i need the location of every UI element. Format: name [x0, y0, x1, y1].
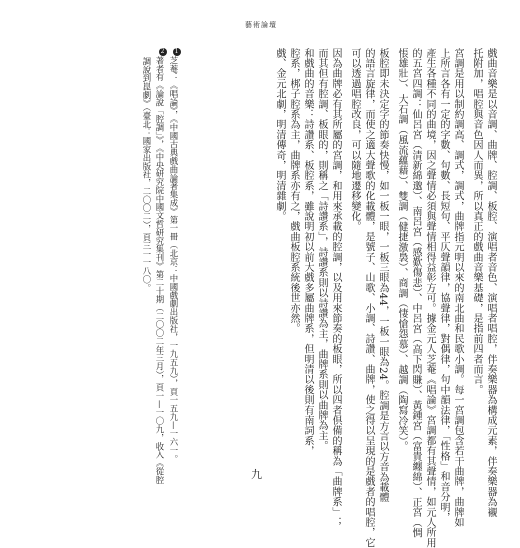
footnote-text: 芝菴：《唱論》，《中國古典戲曲論著集成》第一冊（北京：中國戲劇出版社，一九五九），頁一五九—一六一。 [169, 56, 179, 463]
text-column: 的語言旋律，而使之適大聲歌的化載體，是號子、山歌、小調、詩讚、曲牌，使之得以呈現的是戲者的唱腔，它 [363, 48, 374, 548]
footnote-continuation: 調說到崑劇》（臺北：國家出版社，二〇〇二），頁三一一八〇。 [142, 57, 152, 292]
text-column: 托附加，唱腔與音色因人而異，所以真正的戲曲音樂基礎，是指前四者而言。 [471, 48, 482, 395]
text-column: 悵雄壯）、大石調（風流蘊藉）、雙調（健捷激裊）、商調（悽愴怨慕）、越調（陶寫冷笑）。 [396, 48, 407, 452]
text-column: 產生各種不同的曲境，因之聲情必須與聲情相得益彰方可。據金元人芝菴《唱論》宮調都有其聲情，如元人所用 [424, 48, 435, 548]
text-column: 上所言各有一定的字數、句數、長短句、平仄聲韻律，協聲律，對偶律，句中韻法律，「性格」和音分明， [438, 48, 449, 523]
text-column: 和戲曲的音樂：詩讚系、板腔系，雖說明初以前大戲多屬曲牌系，但明清以後則有南詞系， [302, 48, 313, 456]
text-column: 的五宮四調：仙呂宮（清新綿邈）、南呂宮（感歎傷悲）、中呂宮（高下閃賺）、黃鍾宮（富貴纏綿）、正宮（惆 [410, 48, 421, 538]
text-column: 戲曲音樂是以音調、曲牌、腔調、板腔、演唱者音色、演唱者唱腔，伴奏樂器為構成元素，伴奏樂器為襯 [485, 48, 496, 518]
running-head: 藝術論壇 [245, 21, 277, 29]
text-column: 腔系，梆子腔系為主，曲牌系亦有之，戲曲板腔系統後世亦然。 [288, 48, 299, 334]
footnote-marker: 2 [159, 48, 167, 56]
text-column: 板腔即未決定字的節奏快慢，如一板一眼，一板三眼為44，一板一眼為24。腔調是方言以方音為載體 [377, 48, 388, 503]
footnote [168, 48, 181, 463]
footnote-text: 著者有《論說「腔調」》，《中央研究院中國文哲研究集刊》第二十期（二〇〇二年三月），頁一—一〇九，收入《從腔 [155, 56, 165, 484]
text-column: 可以透過唱腔改良，可以隨地遷移變化。 [349, 48, 360, 232]
footnote-marker: 1 [173, 48, 181, 56]
text-column: 因為曲牌必有其所屬的宮調，和用來承載的腔調，以及用來節奏的板眼，所以四者倶備的稱為「曲牌系」； [330, 48, 341, 528]
text-column: 戲、金元北劇，明清傳奇，明清雜劇。 [274, 48, 285, 222]
footnote [154, 48, 167, 484]
text-column: 而其但有腔調、板眼的，則稱之「詩讚系」，詩讚系則以詩讚為主，曲牌系則以曲牌為主。 [316, 48, 327, 451]
page-number: 九 [251, 468, 262, 481]
text-column: 宮調是用以制約調高、調式，調式，曲牌指元明以來的南北曲和民歌小調。每一宮調包含若干曲牌，曲牌如 [452, 48, 463, 528]
